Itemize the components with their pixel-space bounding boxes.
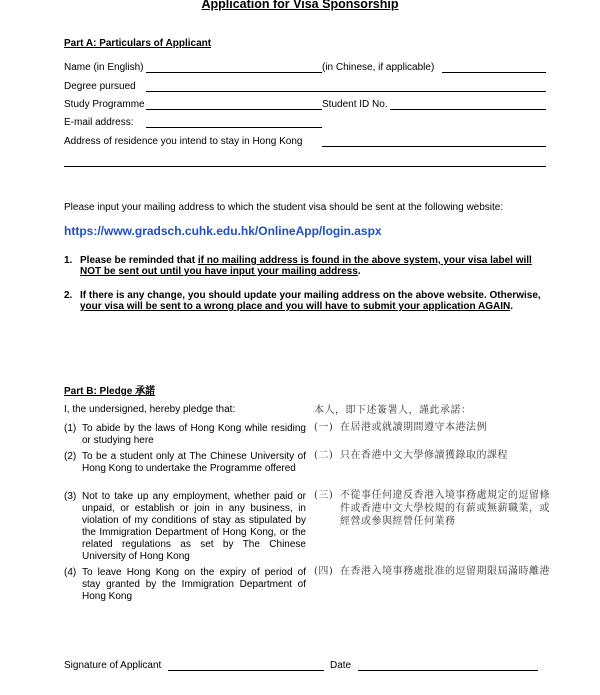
- note-text: If there is any change, you should update your mailing address on the above website. Otherwise,: [80, 290, 541, 301]
- pledge-3-number: (3): [64, 491, 77, 502]
- student-id-label: Student ID No.: [322, 99, 388, 110]
- pledge-intro-en: I, the undersigned, hereby pledge that:: [64, 404, 236, 415]
- pledge-4-zh-number: (四): [314, 566, 334, 577]
- student-id-field[interactable]: [390, 109, 546, 110]
- part-b-heading: Part B: Pledge 承諾: [64, 386, 156, 397]
- email-label: E-mail address:: [64, 117, 134, 128]
- pledge-1-zh-number: (一): [314, 422, 334, 433]
- page-title: Application for Visa Sponsorship: [201, 0, 399, 11]
- pledge-intro-zh: 本人，即下述簽署人，謹此承諾：: [314, 405, 472, 416]
- part-a-heading: Part A: Particulars of Applicant: [64, 38, 212, 49]
- pledge-2-en: To be a student only at The Chinese University of Hong Kong to undertake the Programme offered: [82, 451, 306, 474]
- pledge-1-zh: 在居港或就讀期間遵守本港法例: [340, 422, 487, 433]
- name-chinese-label: (in Chinese, if applicable): [322, 62, 435, 73]
- name-english-label: Name (in English): [64, 62, 144, 73]
- reminder-note-2: [64, 290, 554, 312]
- pledge-4-zh: 在香港入境事務處批准的逗留期限屆滿時離港: [340, 566, 550, 577]
- degree-field[interactable]: [146, 91, 546, 92]
- mailing-instruction: Please input your mailing address to which the student visa should be sent at the following website:: [64, 202, 504, 213]
- name-english-field[interactable]: [146, 72, 322, 73]
- address-field-line-2[interactable]: [64, 166, 546, 167]
- pledge-4-en: To leave Hong Kong on the expiry of period of stay granted by the Immigration Department of Hong Kong: [82, 567, 306, 602]
- pledge-3-zh: 不從事任何違反香港入境事務處規定的逗留條件或香港中文大學校規的有薪或無薪職業，或經營或參與經營任何業務: [340, 490, 550, 527]
- programme-label: Study Programme: [64, 99, 145, 110]
- address-field-line-1[interactable]: [322, 146, 546, 147]
- signature-field[interactable]: [168, 670, 324, 671]
- name-chinese-field[interactable]: [442, 72, 546, 73]
- online-app-link[interactable]: https://www.gradsch.cuhk.edu.hk/OnlineApp/login.aspx: [64, 224, 382, 238]
- note-number: 2.: [64, 290, 73, 301]
- pledge-2-zh-number: (二): [314, 450, 334, 461]
- programme-field[interactable]: [146, 109, 322, 110]
- note-punct: .: [357, 266, 361, 277]
- pledge-2-number: (2): [64, 451, 77, 462]
- pledge-3-zh-number: (三): [314, 490, 334, 501]
- note-emphasis: your visa will be sent to a wrong place and you will have to submit your application AGAIN: [80, 301, 511, 312]
- pledge-3-en: Not to take up any employment, whether paid or unpaid, or establish or join in any business, in violation of my conditions of stay as stipulated by the Immigration Department of Hong Kong, or the related regulations as set by The Chinese University of Hong Kong: [82, 491, 306, 562]
- degree-label: Degree pursued: [64, 81, 136, 92]
- address-label: Address of residence you intend to stay in Hong Kong: [64, 136, 303, 147]
- pledge-1-number: (1): [64, 423, 77, 434]
- note-number: 1.: [64, 255, 73, 266]
- note-text: Please be reminded that: [80, 255, 198, 266]
- pledge-2-zh: 只在香港中文大學修讀獲錄取的課程: [340, 450, 508, 461]
- email-field[interactable]: [146, 127, 322, 128]
- date-field[interactable]: [358, 670, 538, 671]
- note-emphasis: if no mailing address is found in the above system, your visa label will NOT be sent out until you have input your mailing address: [80, 255, 532, 277]
- note-punct: .: [510, 301, 514, 312]
- signature-label: Signature of Applicant: [64, 660, 162, 671]
- reminder-note-1: [64, 255, 554, 277]
- pledge-1-en: To abide by the laws of Hong Kong while residing or studying here: [82, 423, 306, 446]
- pledge-4-number: (4): [64, 567, 77, 578]
- date-label: Date: [330, 660, 352, 671]
